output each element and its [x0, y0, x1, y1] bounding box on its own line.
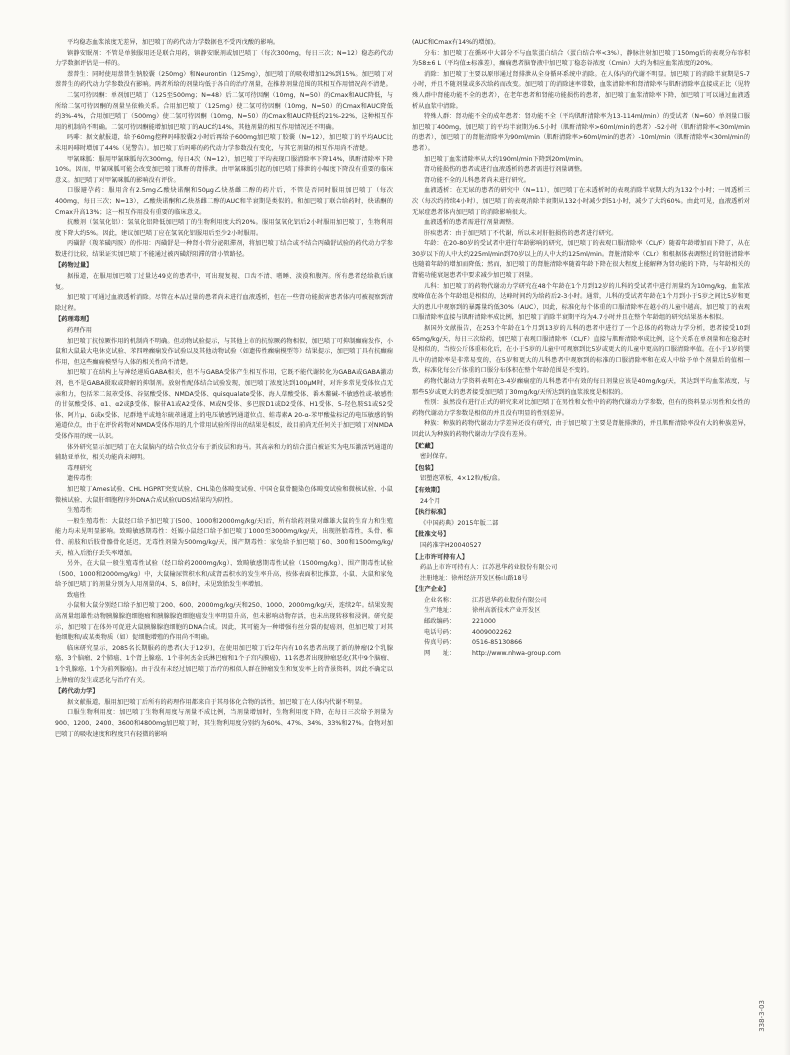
- paragraph: 消除：加巴喷丁主要以原形通过肾排泄从全身循环系统中消除。在人体内的代谢不明显。加巴喷丁的消除半衰期是5-7小时，并且不随剂量或多次给药而改变。加巴喷丁的消除速率常数，血浆清除率和肾清除率与肌酐清除率直接成正比（见特殊人群中肾能功能不全的患者），在老年患者和肾能功能损伤的患者，加巴喷丁血浆清除率下降，加巴喷丁可以通过血液透析从血浆中清除。: [412, 70, 750, 110]
- paragraph: 另外，在大鼠一般生殖毒性试验（经口给药2000mg/kg）、致畸敏感期毒性试验（1500mg/kg）、围产期毒性试验（500、1000和2000mg/kg）中，大鼠输尿管积水和/或肾盂积水的发生率升高，按体表面积比推算，小鼠、大鼠和家兔给予加巴喷丁的剂量分别为人用剂量的4、5、8倍时，未见致胎发生率增加。: [55, 560, 393, 589]
- manufacturer-field-label: 传真号码：: [424, 639, 456, 647]
- section-value: 注册地址：徐州经济开发区杨山路18号: [420, 574, 528, 582]
- paragraph: 血液透析：在无尿的患者的研究中（N=11），加巴喷丁在未透析时的表观消除半衰期大约为132个小时；一周透析三次（每次约持续4小时），加巴喷丁的表观消除半衰期从132小时减少到51小时，减少了大约60%。由此可见，血液透析对无尿症患者体内加巴喷丁的消除影响很大。: [412, 187, 750, 216]
- paragraph: 加巴喷丁抗惊厥作用的机制尚不明确。但动物试验提示，与其他上市的抗惊厥药物相似，加巴喷丁可抑制癫痫发作，小鼠和大鼠最大电休克试验、苯四唑癫痫发作试验以及其他动物试验（如遗传性癫痫模型等）结果提示，加巴喷丁具有抗癫痫作用，但这些癫痫模型与人体的相关性尚不清楚。: [55, 337, 393, 366]
- paragraph: 据文献报道，服用加巴喷丁后所有的药理作用都来自于其母体化合物的活性，加巴喷丁在人体内代谢不明显。: [67, 698, 367, 706]
- manufacturer-row: [412, 628, 750, 639]
- section-heading: 【药理毒理】: [55, 316, 93, 324]
- section-heading: 【有效期】: [412, 486, 444, 494]
- section-heading: 【包装】: [412, 464, 437, 472]
- paragraph: 性别：虽然没有进行正式的研究来对比加巴喷丁在男性和女性中的药物代谢动力学参数，但有的资料显示男性和女性的药物代谢动力学参数是相似的并且没有明显的性别差异。: [412, 399, 750, 417]
- manufacturer-row: [412, 649, 750, 660]
- left-column: [55, 38, 393, 1043]
- paragraph: 据国外文献报告，在253个年龄在1个月到13岁的儿科的患者中进行了一个总体的药物动力学分析，患者接受10到65mg/kg/天，每日三次给药，加巴喷丁表观口服清除率（CL/F）直接与肌酐清除率成比例，这个关系在单剂量和在稳态时是相似的，当按公斤体重标化后，在小于5岁的儿童中可观察到比5岁或更大的儿童中更高的口服清除率值。在小于1岁的婴儿中的清除率是非常易变的，在5岁和更大的儿科患者中观察到的标准的口服清除率和在成人中给予单个剂量后的值相一致，标准化每公斤体重的口服分布体积在整个年龄范围是不变的。: [412, 325, 750, 375]
- document-code: 338-3-03: [758, 1000, 766, 1032]
- manufacturer-field-label: 邮政编码：: [424, 618, 456, 626]
- manufacturer-row: [412, 606, 750, 617]
- section-value: 药品上市许可持有人：江苏恩华药业股份有限公司: [420, 564, 558, 572]
- paragraph: 血液透析的患者需进行剂量调整。: [424, 219, 518, 227]
- manufacturer-field-label: 电话号码：: [424, 628, 456, 636]
- right-column-body: [412, 38, 750, 596]
- section-heading: 【药物过量】: [55, 262, 93, 270]
- paragraph: 据报道，在服用加巴喷丁过量达49克的患者中，可出现复视、口齿不清、嗜睡、淡漠和腹泻。所有患者经给救后康复。: [55, 273, 393, 291]
- section-heading: 【生产企业】: [412, 586, 450, 594]
- paragraph: 加巴喷丁Ames试验、CHL HGPRT突变试验、CHL染色体畸变试验、中国仓鼠骨髓染色体畸变试验和微核试验、小鼠微核试验、大鼠肝细胞程序外DNA合成试验(UDS)结果均为阴性。: [55, 485, 393, 504]
- paragraph: 药物代谢动力学资料表明在3-4岁癫痫症的儿科患者中有效的每日剂量应该是40mg/kg/天，其达到平均血浆浓度，与那些5岁或更大的患者接受加巴喷丁30mg/kg/天所达到的血浆浓度是相似的。: [412, 378, 750, 396]
- paragraph: 加巴喷丁在结构上与神经递质GABA相关，但不与GABA受体产生相互作用，它既不能代谢转化为GABA或GABA激动剂，也不是GABA摄取或降解的抑制剂。放射性配体结合试验发现，加巴喷丁浓度达到100μM时，对许多常见受体位点无亲和力，包括苯二氮䓬受体、谷氨酸受体、NMDA受体、quisqualate受体、海人草酸受体、番木鳖碱-不敏感性或-敏感性的甘氨酸受体、α1、α2或β受体、腺苷A1或A2受体、M或N受体、多巴胺D1或D2受体、H1受体、5-羟色胺S1或S2受体、阿片μ、δ或κ受体、尼群地平或地尔硫䓬通道上的电压敏感钙通道位点、蛙毒素A 20-α-苯甲酸盐标记的电压敏感的钠通道位点，由于在评价药物对NMDA受体作用的几个常用试验所得出的结果是相反，故目前尚无任何关于加巴喷丁对NMDA受体作用的统一认识。: [55, 369, 393, 440]
- paragraph: 生殖毒性: [67, 507, 92, 515]
- section-heading: 【上市许可持有人】: [412, 553, 469, 561]
- paragraph: 小鼠和大鼠分别经口给予加巴喷丁200、600、2000mg/kg/天和250、1000、2000mg/kg/天，连续2年。结果发现高剂量组雄性动物胰腺腺泡细胞瘤和胰腺腺泡细胞癌发生率明显升高，但未影响动物存活，也未出现转移和浸润。研究提示，加巴喷丁在体外可促进大鼠胰腺腺泡细胞的DNA合成。因此，其可能为一种增强有丝分裂的促癌剂，但加巴喷丁对其他细胞和/或某类物质（如）促细胞增殖的作用尚不明确。: [55, 602, 393, 642]
- paragraph: 临床研究显示，2085名长期服药的患者(大于12岁)，在使用加巴喷丁后2年内有10名患者出现了新的肿瘤(2个乳腺癌、3个脑瘤、2个肺癌、1个肾上腺癌、1个非何杰金氏淋巴瘤和1个子宫内膜癌)，11名患者出现肿瘤恶化(其中9个脑瘤、1个乳腺癌、1个为前列腺癌)。由于没有未经过加巴喷丁治疗的相似人群在肿瘤发生和复发率上的背景资料，因此不确定以上肿瘤的发生或恶化与治疗有关。: [55, 644, 393, 684]
- paragraph: 致癌性: [67, 591, 86, 599]
- manufacturer-info: [412, 596, 750, 660]
- manufacturer-field-value: 4009002262: [472, 628, 512, 636]
- paragraph: 毒理研究: [67, 464, 92, 472]
- paragraph: 种族：种族的药物代谢动力学差异还没有研究，由于加巴喷丁主要是肾脏排泄的，并且肌酐清除率没有大的种族差异，因此认为种族的药物代谢动力学没有差异。: [412, 420, 750, 438]
- manufacturer-row: [412, 596, 750, 607]
- section-heading: 【药代动力学】: [55, 688, 99, 696]
- page-edge-shadow: [784, 0, 790, 1055]
- paragraph: 加巴喷丁血浆清除率从大约190ml/min下降到20ml/min。: [424, 155, 588, 163]
- paragraph: 药理作用: [67, 327, 92, 335]
- manufacturer-field-label: 网 址：: [424, 649, 456, 657]
- paragraph: 特殊人群：肾功能不全的成年患者：肾功能不全（平均肌酐清除率为13-114ml/min）的受试者（N=60）单剂量口服加巴喷丁400mg，加巴喷丁的平均半衰期为6.5小时（肌酐清除率>60ml/min的患者）-52小时（肌酐清除率<30ml/min的患者），加巴喷丁的肾脏清除率为90ml/min（肌酐清除率>60ml/min的患者）-10ml/min（肌酐清除率<30ml/min的患者）。: [412, 113, 750, 152]
- paragraph: 平均稳态血浆浓度无差异，加巴喷丁的药代动力学数据也不受丙戊酸的影响。: [67, 39, 280, 46]
- manufacturer-field-value: 0516-85130866: [472, 639, 523, 647]
- paragraph: 一般生殖毒性：大鼠经口给予加巴喷丁(500、1000和2000mg/kg/天)后，所有给药剂量对雌雄大鼠的生育力和生殖能力均未见明显影响。致畸敏感期毒性：妊娠小鼠经口给予加巴喷丁1000至3000mg/kg/天，出现胚胎毒性，头骨、椎骨、前肢和后肢骨骼骨化延迟，无毒性剂量为500mg/kg/天，围产期毒性：家兔给予加巴喷丁60、300和1500mg/kg/天，植入后胎仔丢失率增加。: [55, 517, 393, 557]
- section-value: 密封保存。: [420, 453, 452, 461]
- paragraph: 肝疾患者：由于加巴喷丁不代谢，所以未对肝脏损伤的患者进行研究。: [424, 229, 618, 237]
- paragraph: 口服生物利用度：加巴喷丁生物利用度与剂量不成比例，当剂量增加时，生物利用度下降，在每日三次给予剂量为900、1200、2400、3600和4800mg加巴喷丁时，其生物利用度分别约为60%、47%、34%、33%和27%。食物对加巴喷丁的吸收速度和程度只有轻微的影响: [55, 709, 393, 738]
- paragraph: 抗酸剂（氢氧化铝）：氢氧化铝降低加巴喷丁的生物利用度大约20%。服用氢氧化铝后2小时服用加巴喷丁，生物利用度下降大约5%。因此，建议加巴喷丁应在氢氧化铝服用后至少2小时服用。: [55, 219, 393, 237]
- paragraph: 萘普生：同时使用萘普生钠胶囊（250mg）和Neurontin（125mg），加巴喷丁的吸收增加12%到15%。加巴喷丁对萘普生的药代动力学参数没有影响。两者所给的剂量均低于各自的治疗剂量，在推荐剂量范围的其相互作用情况尚不清楚。: [55, 70, 393, 89]
- section-value: 《中国药典》2015年版二部: [420, 519, 499, 527]
- section-heading: 【执行标准】: [412, 509, 450, 517]
- paragraph: 口服避孕药：服用含有2.5mg乙酸炔诺酮和50μg乙炔基雌二醇的药片后，不管是否同时服用加巴喷丁（每次400mg，每日三次；N=13），乙酸炔诺酮和乙炔基雌二醇的AUC和半衰期是类似的。和加巴喷丁联合给药时，炔诺酮的Cmax升高13%；这一相互作用没有重要的临床意义。: [55, 187, 393, 216]
- section-value: 24个月: [420, 497, 441, 505]
- manufacturer-field-value: http://www.nhwa-group.com: [472, 649, 561, 657]
- manufacturer-field-value: 徐州高新技术产业开发区: [472, 607, 541, 615]
- paragraph: 肾功能损伤的患者或进行血液透析的患者需进行剂量调整。: [424, 166, 587, 174]
- section-heading: 【批准文号】: [412, 531, 450, 539]
- paragraph: 甲氰咪胍：服用甲氰咪胍每次300mg，每日4次（N=12），加巴喷丁平均表现口服清除率下降14%，肌酐清除率下降10%。因而，甲氰咪胍可能会改变加巴喷丁肌酐的肾排泄。由甲氰咪胍引起的加巴喷丁排泄的小幅度下降没有重要的临床意义。加巴喷丁对甲氰咪胍的影响没有评价。: [55, 155, 393, 184]
- paragraph: 吗啡：据文献报道，给予60mg控释吗啡胶囊2小时后再给予600mg加巴喷丁胶囊（N=12），加巴喷丁的平均AUC比未用吗啡时增加了44%（见警告）。加巴喷丁后吗啡的药代动力学参数没有变化，与其它剂量的相互作用尚不清楚。: [55, 134, 393, 152]
- paragraph: 遗传毒性: [67, 475, 92, 483]
- paragraph: 儿科：加巴喷丁的药物代谢动力学研究在48个年龄在1个月到12岁的儿科的受试者中进行剂量约为10mg/kg，血浆浓度峰值在各个年龄组是相似的，达峰时间约为给药后2-3小时。通常，儿科的受试者年龄在1个月到小于5岁之间比5岁和更大的患儿中观察到的暴露量约低30%（AUC），因此，标准化每个体重的口服清除率在越小的儿童中越高，加巴喷丁的表观口服清除率直接与肌酐清除率成比例，加巴喷丁消除半衰期平均为4.7小时并且在整个年龄组的研究结果基本相似。: [412, 282, 750, 322]
- paragraph: (AUC和Cmax有14%的增加)。: [412, 39, 500, 46]
- manufacturer-row: [412, 617, 750, 628]
- paragraph: 体外研究显示加巴喷丁在大鼠脑内的结合位点分布于新皮层和海马。其高亲和力的结合蛋白被证实为电压激活钙通道的辅助亚单位，相关功能尚未阐明。: [55, 443, 393, 462]
- paragraph: 镇静安眠剂：不管是单独服用还是联合用药，镇静安眠剂或加巴喷丁（每次300mg，每日三次；N=12）稳态药代动力学数据评估是一样的。: [55, 49, 393, 68]
- right-column: [412, 38, 750, 1043]
- paragraph: 加巴喷丁可通过血液透析消除。尽管在本品过量的患者尚未进行血液透析，但在一些肾功能损害患者体内可被视察到清除过程。: [55, 294, 393, 312]
- section-value: 铝塑泡罩板，4×12粒/板/盒。: [420, 475, 504, 483]
- manufacturer-field-label: 企业名称：: [424, 596, 456, 604]
- manufacturer-field-value: 江苏恩华药业股份有限公司: [472, 596, 547, 604]
- manufacturer-field-value: 221000: [472, 618, 496, 626]
- manufacturer-field-label: 生产地址：: [424, 607, 456, 615]
- paragraph: 二氢可待因酮：单剂加巴喷丁（125至500mg；N=48）后二氢可待因酮（10mg，N=50）的Cmax和AUC降低，与所给二氢可待因酮的剂量呈依赖关系。合用加巴喷丁（125mg）使二氢可待因酮（10mg，N=50）的Cmax和AUC降低约3%-4%，合用加巴喷丁（500mg）使二氢可待因酮（10mg，N=50）的Cmax和AUC降低约21%-22%，这种相互作用的机制尚不明确。二氢可待因酮能增加加巴喷丁的AUC约14%，其他剂量的相互作用情况还不明确。: [55, 91, 393, 131]
- paragraph: 肾功能不全的儿科患者尚未进行研究。: [424, 176, 531, 184]
- paragraph: 分布：加巴喷丁在循环中大部分不与血浆蛋白结合（蛋白结合率<3%），静脉注射加巴喷丁150mg后的表观分布容积为58±6 L（平均值±标准差），癫痫患者脑脊液中加巴喷丁稳态谷浓度（Cmin）大约为相应血浆浓度的20%。: [412, 49, 750, 68]
- section-value: 国药准字H20040527: [420, 541, 482, 549]
- section-heading: 【贮藏】: [412, 442, 437, 450]
- paragraph: 丙磺舒（羧苯磺丙胺）的作用：丙磺舒是一种肾小管分泌阻滞剂，将加巴喷丁结合或不结合丙磺舒试验的药代动力学参数进行比较，结果证实加巴喷丁不能通过被丙磺舒阻滞的肾小管路径。: [55, 240, 393, 258]
- manufacturer-row: [412, 638, 750, 649]
- paragraph: 年龄：在20-80岁的受试者中进行年龄影响的研究，加巴喷丁的表观口服清除率（CL/F）随着年龄增加而下降了，从在30岁以下的人中大约225ml/min到70岁以上的人中大约125ml/min。肾脏清除率（CLr）和根据体表调整过的肾脏清除率也随着年龄的增加而降低；然而，加巴喷丁的肾脏清除率随着年龄下降在很大程度上能解释为肾功能的下降，与年龄相关的肾能功能衰退患者中要求减少加巴喷丁剂量。: [412, 240, 750, 280]
